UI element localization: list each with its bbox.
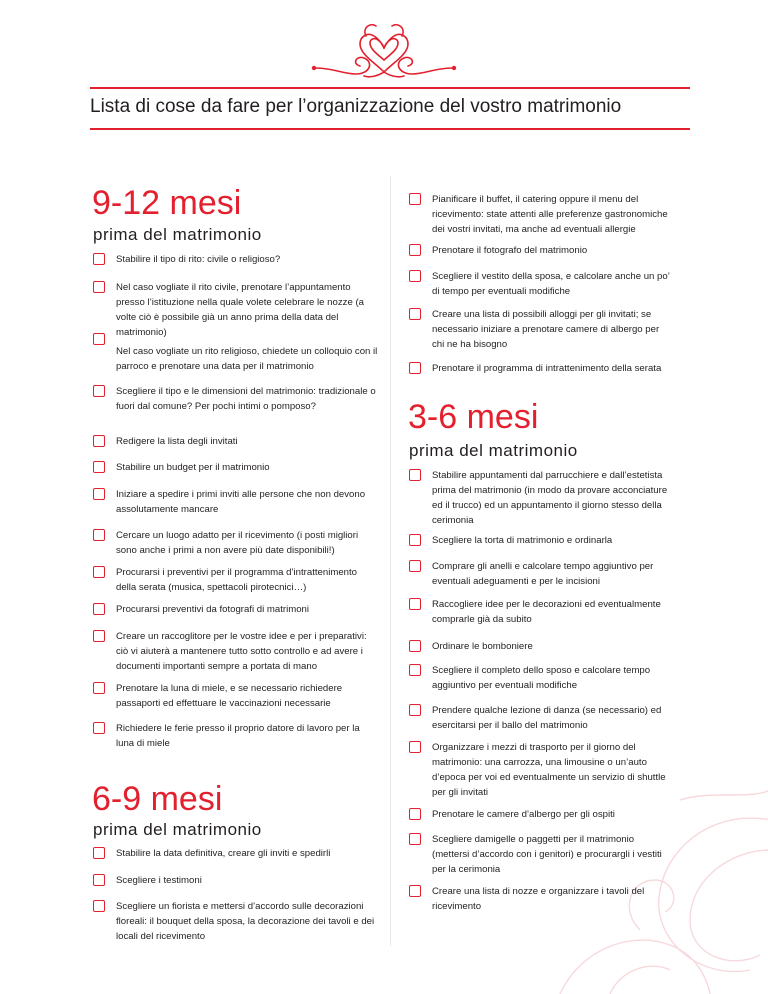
section-heading-6-9: 6-9 mesi	[92, 780, 223, 818]
checkbox[interactable]	[93, 630, 105, 642]
item-text: Iniziare a spedire i primi inviti alle persone che non devono assolutamente mancare	[116, 489, 366, 515]
item-text: Scegliere un fiorista e mettersi d’accordo sulle decorazioni floreali: il bouquet della sposa, la decorazione dei tavoli e dei locali del ricevimento	[116, 901, 375, 942]
item-text: Nel caso vogliate un rito religioso, chiedete un colloquio con il parroco e prenotare una data per il matrimonio	[116, 346, 378, 372]
item-text: Stabilire la data definitiva, creare gli inviti e spedirli	[116, 848, 331, 859]
checkbox[interactable]	[93, 435, 105, 447]
item-text: Stabilire il tipo di rito: civile o religioso?	[116, 254, 281, 265]
section-subheading-6-9: prima del matrimonio	[93, 820, 262, 839]
item-text: Scegliere damigelle o paggetti per il matrimonio (mettersi d’accordo con i genitori) e procurargli i vestiti per la cerimonia	[432, 834, 662, 875]
item-text: Procurarsi preventivi da fotografi di matrimoni	[116, 604, 310, 615]
checkbox[interactable]	[409, 664, 421, 676]
item-text: Creare un raccoglitore per le vostre idee e per i preparativi: ciò vi aiuterà a mantenere tutto sotto controllo e ad avere i documenti importanti sempre a portata di mano	[116, 631, 367, 672]
checkbox[interactable]	[93, 874, 105, 886]
item-text: Richiedere le ferie presso il proprio datore di lavoro per la luna di miele	[116, 723, 360, 749]
item-text: Pianificare il buffet, il catering oppure il menu del ricevimento: state attenti alle preferenze gastronomiche dei vostri invitati, ma anche ad eventuali allergie	[432, 194, 668, 235]
checkbox[interactable]	[409, 598, 421, 610]
checkbox[interactable]	[409, 270, 421, 282]
checkbox[interactable]	[93, 603, 105, 615]
heart-ornament-icon	[304, 14, 464, 84]
item-text: Cercare un luogo adatto per il ricevimento (i posti migliori sono anche i primi a non avere più date disponibili!)	[116, 530, 359, 556]
checkbox[interactable]	[409, 885, 421, 897]
item-text: Scegliere il vestito della sposa, e calcolare anche un po’ di tempo per eventuali modifiche	[432, 271, 670, 297]
column-divider	[390, 176, 391, 946]
checkbox[interactable]	[409, 640, 421, 652]
checkbox[interactable]	[93, 900, 105, 912]
item-text: Stabilire un budget per il matrimonio	[116, 462, 270, 473]
checkbox[interactable]	[409, 469, 421, 481]
item-text: Nel caso vogliate il rito civile, prenotare l’appuntamento presso l’istituzione nella quale volete celebrare le nozze (a volte ciò è possibile già un anno prima della data del matrimonio)	[116, 282, 364, 338]
checkbox[interactable]	[93, 385, 105, 397]
checkbox[interactable]	[409, 560, 421, 572]
title-rule-bottom	[90, 128, 690, 130]
item-text: Stabilire appuntamenti dal parrucchiere e dall’estetista prima del matrimonio (in modo da provare acconciature ed il trucco) ed un appuntamento il giorno stesso della cerimonia	[432, 470, 668, 526]
checkbox[interactable]	[93, 529, 105, 541]
checkbox[interactable]	[93, 682, 105, 694]
item-text: Scegliere il completo dello sposo e calcolare tempo aggiuntivo per eventuali modifiche	[432, 665, 651, 691]
checkbox[interactable]	[93, 281, 105, 293]
item-text: Prenotare le camere d’albergo per gli ospiti	[432, 809, 615, 820]
title-rule-top	[90, 87, 690, 89]
section-subheading-9-12: prima del matrimonio	[93, 225, 262, 244]
checkbox[interactable]	[93, 253, 105, 265]
item-text: Organizzare i mezzi di trasporto per il giorno del matrimonio: una carrozza, una limousine o un’auto d’epoca per voi ed eventualmente un servizio di shuttle per gli invitati	[432, 742, 666, 798]
item-text: Raccogliere idee per le decorazioni ed eventualmente comprarle già da subito	[432, 599, 661, 625]
checkbox[interactable]	[93, 488, 105, 500]
checkbox[interactable]	[409, 741, 421, 753]
checkbox[interactable]	[409, 534, 421, 546]
checkbox[interactable]	[93, 722, 105, 734]
checkbox[interactable]	[409, 808, 421, 820]
item-text: Creare una lista di nozze e organizzare i tavoli del ricevimento	[432, 886, 645, 912]
page-title: Lista di cose da fare per l’organizzazione del vostro matrimonio	[90, 96, 622, 117]
item-text: Scegliere i testimoni	[116, 875, 202, 886]
checkbox[interactable]	[409, 833, 421, 845]
section-subheading-3-6: prima del matrimonio	[409, 441, 578, 460]
item-text: Prenotare il programma di intrattenimento della serata	[432, 363, 662, 374]
item-text: Redigere la lista degli invitati	[116, 436, 238, 447]
checkbox[interactable]	[93, 566, 105, 578]
item-text: Comprare gli anelli e calcolare tempo aggiuntivo per eventuali adeguamenti e per le incisioni	[432, 561, 654, 587]
item-text: Scegliere il tipo e le dimensioni del matrimonio: tradizionale o fuori dal comune? Per pochi intimi o pomposo?	[116, 386, 376, 412]
checkbox[interactable]	[93, 461, 105, 473]
item-text: Procurarsi i preventivi per il programma d’intrattenimento della serata (musica, spettacoli pirotecnici…)	[116, 567, 358, 593]
section-heading-3-6: 3-6 mesi	[408, 398, 539, 436]
item-text: Ordinare le bomboniere	[432, 641, 533, 652]
checkbox[interactable]	[409, 308, 421, 320]
item-text: Scegliere la torta di matrimonio e ordinarla	[432, 535, 613, 546]
checkbox[interactable]	[409, 193, 421, 205]
checkbox[interactable]	[409, 704, 421, 716]
item-text: Creare una lista di possibili alloggi per gli invitati; se necessario iniziare a prenotare camere di albergo per chi ne ha bisogno	[432, 309, 660, 350]
checkbox[interactable]	[409, 244, 421, 256]
item-text: Prenotare il fotografo del matrimonio	[432, 245, 588, 256]
checkbox[interactable]	[409, 362, 421, 374]
checkbox[interactable]	[93, 847, 105, 859]
item-text: Prenotare la luna di miele, e se necessario richiedere passaporti ed effettuare le vaccinazioni necessarie	[116, 683, 343, 709]
item-text: Prendere qualche lezione di danza (se necessario) ed esercitarsi per il ballo del matrimonio	[432, 705, 662, 731]
checkbox[interactable]	[93, 333, 105, 345]
section-heading-9-12: 9-12 mesi	[92, 184, 242, 222]
